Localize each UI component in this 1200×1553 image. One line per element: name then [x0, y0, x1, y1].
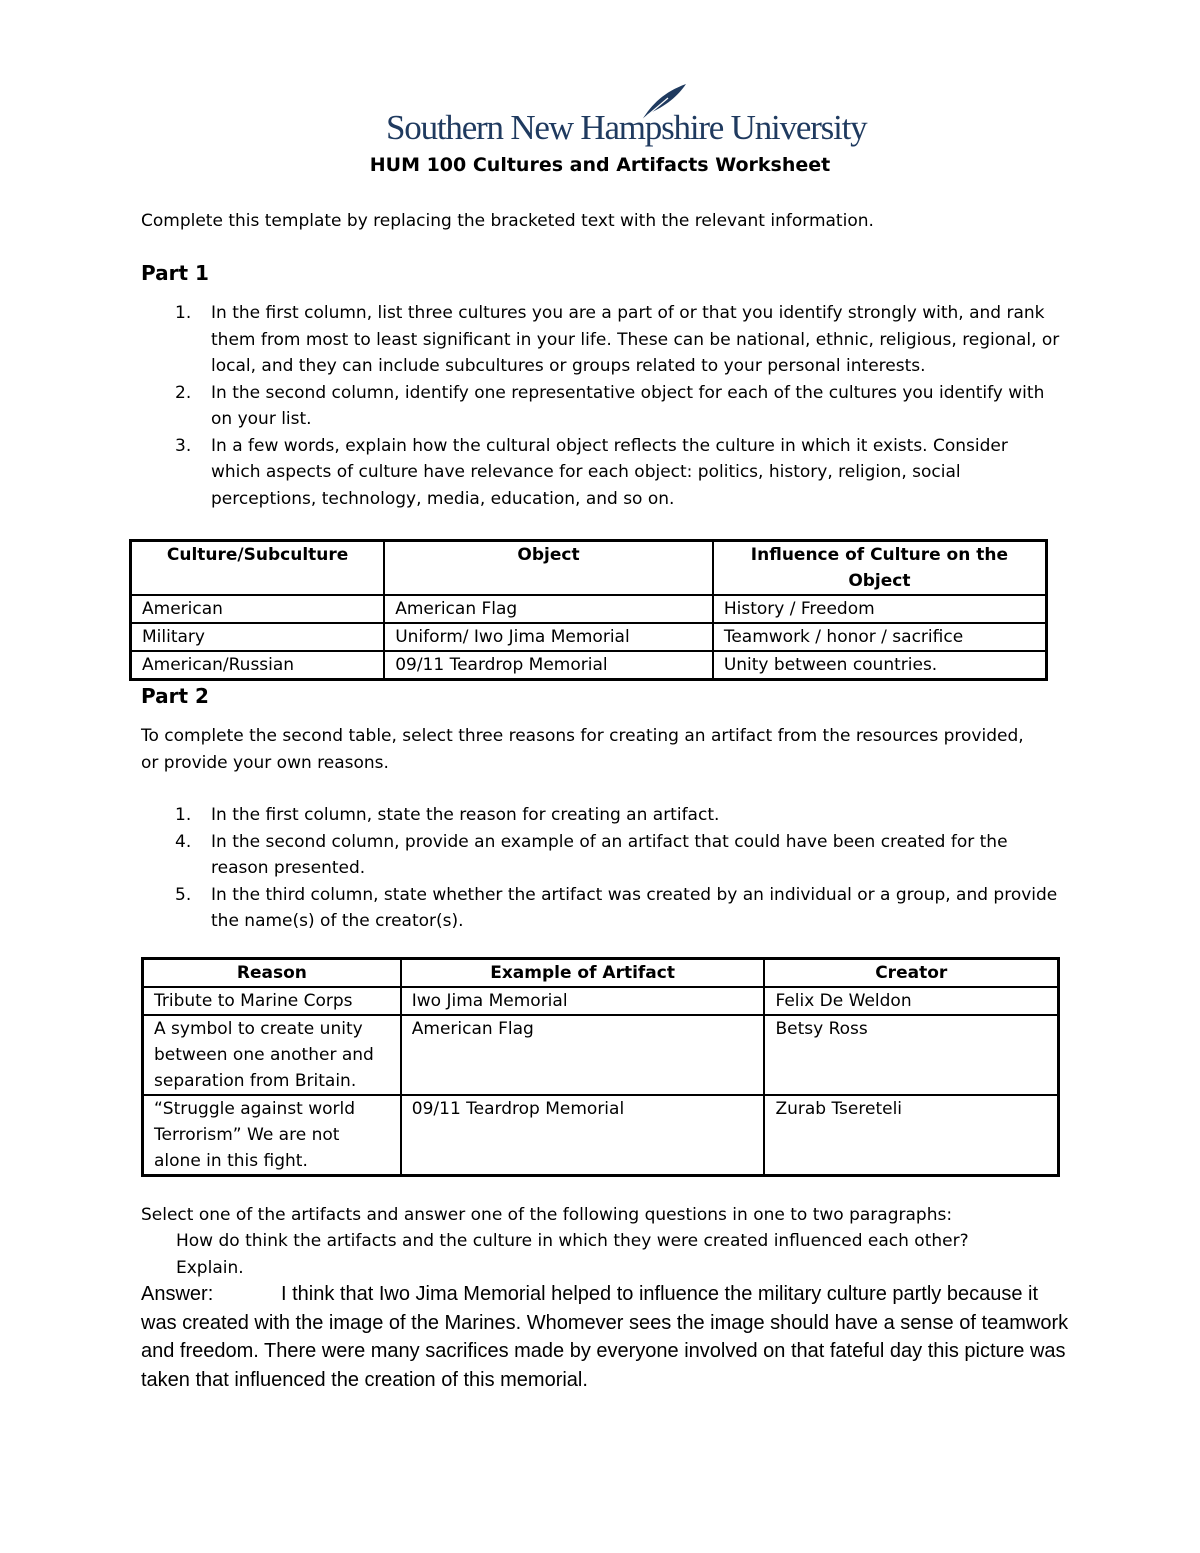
- table-cell: American: [131, 595, 385, 623]
- table-cell: Uniform/ Iwo Jima Memorial: [384, 623, 713, 651]
- instructions: Complete this template by replacing the bracketed text with the relevant information.: [141, 211, 874, 231]
- list-item: [141, 829, 1061, 882]
- cultures-table: [129, 539, 1048, 681]
- list-item: [141, 802, 1061, 829]
- logo-text: Southern New Hampshire University: [386, 108, 867, 147]
- part1-list: [141, 300, 1061, 512]
- list-number: 3.: [175, 435, 192, 456]
- list-text: In the first column, state the reason for creating an artifact.: [211, 805, 720, 825]
- table-cell: “Struggle against world Terrorism” We are not alone in this fight.: [143, 1095, 401, 1176]
- column-header: Creator: [764, 959, 1058, 988]
- table-row: [143, 1095, 1059, 1176]
- list-item: [141, 882, 1061, 935]
- table-row: [131, 651, 1047, 680]
- list-text: In the second column, identify one representative object for each of the cultures you identify with on your list.: [211, 382, 1045, 429]
- table-cell: Felix De Weldon: [764, 987, 1058, 1015]
- question-prompt: Select one of the artifacts and answer one of the following questions in one to two paragraphs:: [141, 1205, 953, 1225]
- table-header-row: [131, 541, 1047, 596]
- table-cell: A symbol to create unity between one another and separation from Britain.: [143, 1015, 401, 1095]
- list-item: [141, 380, 1061, 433]
- page-title: HUM 100 Cultures and Artifacts Worksheet: [369, 154, 831, 176]
- list-item: [141, 433, 1061, 513]
- table-row: [131, 623, 1047, 651]
- answer-paragraph: [141, 1280, 1071, 1394]
- column-header: Object: [384, 541, 713, 596]
- table-row: [143, 1015, 1059, 1095]
- question-line2: Explain.: [176, 1258, 244, 1278]
- table-cell: Betsy Ross: [764, 1015, 1058, 1095]
- table-cell: 09/11 Teardrop Memorial: [401, 1095, 765, 1176]
- list-text: In the first column, list three cultures you are a part of or that you identify strongly with, and rank them from most to least significant in your life. These can be national, ethnic, religious, regional, or local, and they can include subcultures or groups related to your personal interests.: [211, 303, 1060, 376]
- table-cell: American/Russian: [131, 651, 385, 680]
- table-cell: American Flag: [401, 1015, 765, 1095]
- part1-heading: Part 1: [141, 261, 209, 285]
- list-text: In a few words, explain how the cultural object reflects the culture in which it exists. Consider which aspects of culture have relevance for each object: politics, history, religion, social perceptions, technology, media, education, and so on.: [211, 435, 1008, 509]
- table-row: [131, 595, 1047, 623]
- table-cell: American Flag: [384, 595, 713, 623]
- part2-intro-line2: or provide your own reasons.: [141, 753, 389, 773]
- table-row: [143, 987, 1059, 1015]
- list-number: 2.: [175, 382, 192, 403]
- university-logo: [386, 82, 867, 148]
- artifacts-table: [141, 957, 1060, 1177]
- list-number: 1.: [175, 303, 192, 323]
- column-header: Culture/Subculture: [131, 541, 385, 596]
- list-text: In the third column, state whether the artifact was created by an individual or a group, and provide the name(s) of the creator(s).: [211, 884, 1058, 931]
- part2-heading: Part 2: [141, 684, 209, 708]
- list-text: In the second column, provide an example of an artifact that could have been created for the reason presented.: [211, 831, 1008, 878]
- part2-intro-line1: To complete the second table, select three reasons for creating an artifact from the resources provided,: [141, 726, 1024, 746]
- answer-text: I think that Iwo Jima Memorial helped to influence the military culture partly because it was created with the image of the Marines. Whomever sees the image should have a sense of teamwork and freedom. There were many sacrifices made by everyone involved on that fateful day this picture was taken that influenced the creation of this memorial.: [141, 1283, 1069, 1391]
- question-line1: How do think the artifacts and the culture in which they were created influenced each other?: [176, 1231, 969, 1251]
- list-number: 5.: [175, 884, 192, 905]
- part2-list: [141, 802, 1061, 935]
- list-number: 1.: [175, 805, 192, 825]
- table-cell: 09/11 Teardrop Memorial: [384, 651, 713, 680]
- table-header-row: [143, 959, 1059, 988]
- list-number: 4.: [175, 831, 192, 852]
- column-header: Example of Artifact: [401, 959, 765, 988]
- table-cell: Unity between countries.: [713, 651, 1047, 680]
- table-cell: Military: [131, 623, 385, 651]
- column-header: Influence of Culture on the Object: [713, 541, 1047, 596]
- table-cell: History / Freedom: [713, 595, 1047, 623]
- list-item: [141, 300, 1061, 380]
- answer-label: Answer:: [141, 1283, 214, 1305]
- table-cell: Zurab Tsereteli: [764, 1095, 1058, 1176]
- table-cell: Tribute to Marine Corps: [143, 987, 401, 1015]
- table-cell: Iwo Jima Memorial: [401, 987, 765, 1015]
- table-cell: Teamwork / honor / sacrifice: [713, 623, 1047, 651]
- column-header: Reason: [143, 959, 401, 988]
